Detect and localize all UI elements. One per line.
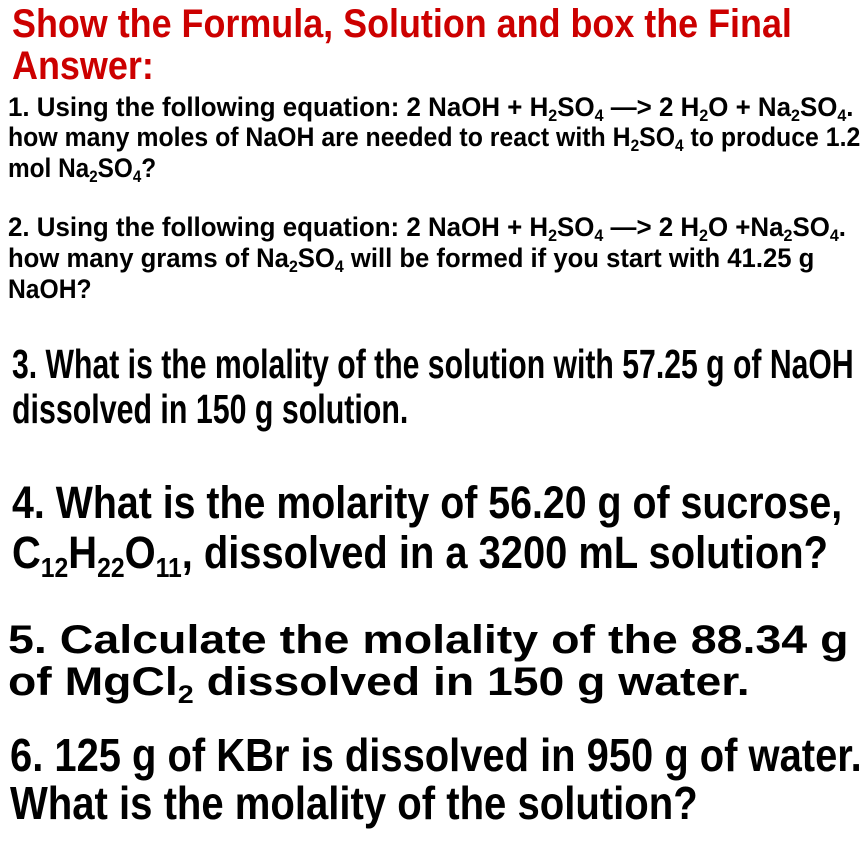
heading-line-1: Show the Formula, Solution and box the Final (12, 2, 792, 46)
q2-line-1: 2. Using the following equation: 2 NaOH + $H_2SO_4$ —> 2 $H_2O +Na_2SO_4$. (8, 212, 846, 246)
q1-line-2: how many moles of NaOH are needed to react with $H_2SO_4$ to produce 1.2 (8, 122, 861, 156)
q4-line-1: 4. What is the molarity of 56.20 g of sucrose, (12, 477, 843, 528)
q2-line-3: NaOH? (8, 274, 92, 304)
q1-line-1: 1. Using the following equation: 2 NaOH + $H_2SO_4$ —> 2 $H_2O + Na_2SO_4$. (8, 92, 854, 126)
q5-line-2: of MgCl$_2$ dissolved in 150 g water. (8, 660, 750, 709)
q6-line-2: What is the molality of the solution? (10, 777, 698, 829)
q2-line-2: how many grams of $Na_2SO_4$ will be formed if you start with 41.25 g (8, 243, 815, 277)
q1-line-3: mol $Na_2SO_4$? (8, 153, 157, 187)
heading-line-2: Answer: (12, 44, 154, 88)
q3-line-2: dissolved in 150 g solution. (12, 386, 409, 432)
q4-line-2: $C_{12}H_{22}O_{11}$, dissolved in a 3200 mL solution? (12, 527, 828, 583)
q5-line-1: 5. Calculate the molality of the 88.34 g (8, 618, 849, 662)
q3-line-1: 3. What is the molality of the solution with 57.25 g of NaOH (12, 341, 854, 387)
q6-line-1: 6. 125 g of KBr is dissolved in 950 g of water. (10, 729, 862, 781)
